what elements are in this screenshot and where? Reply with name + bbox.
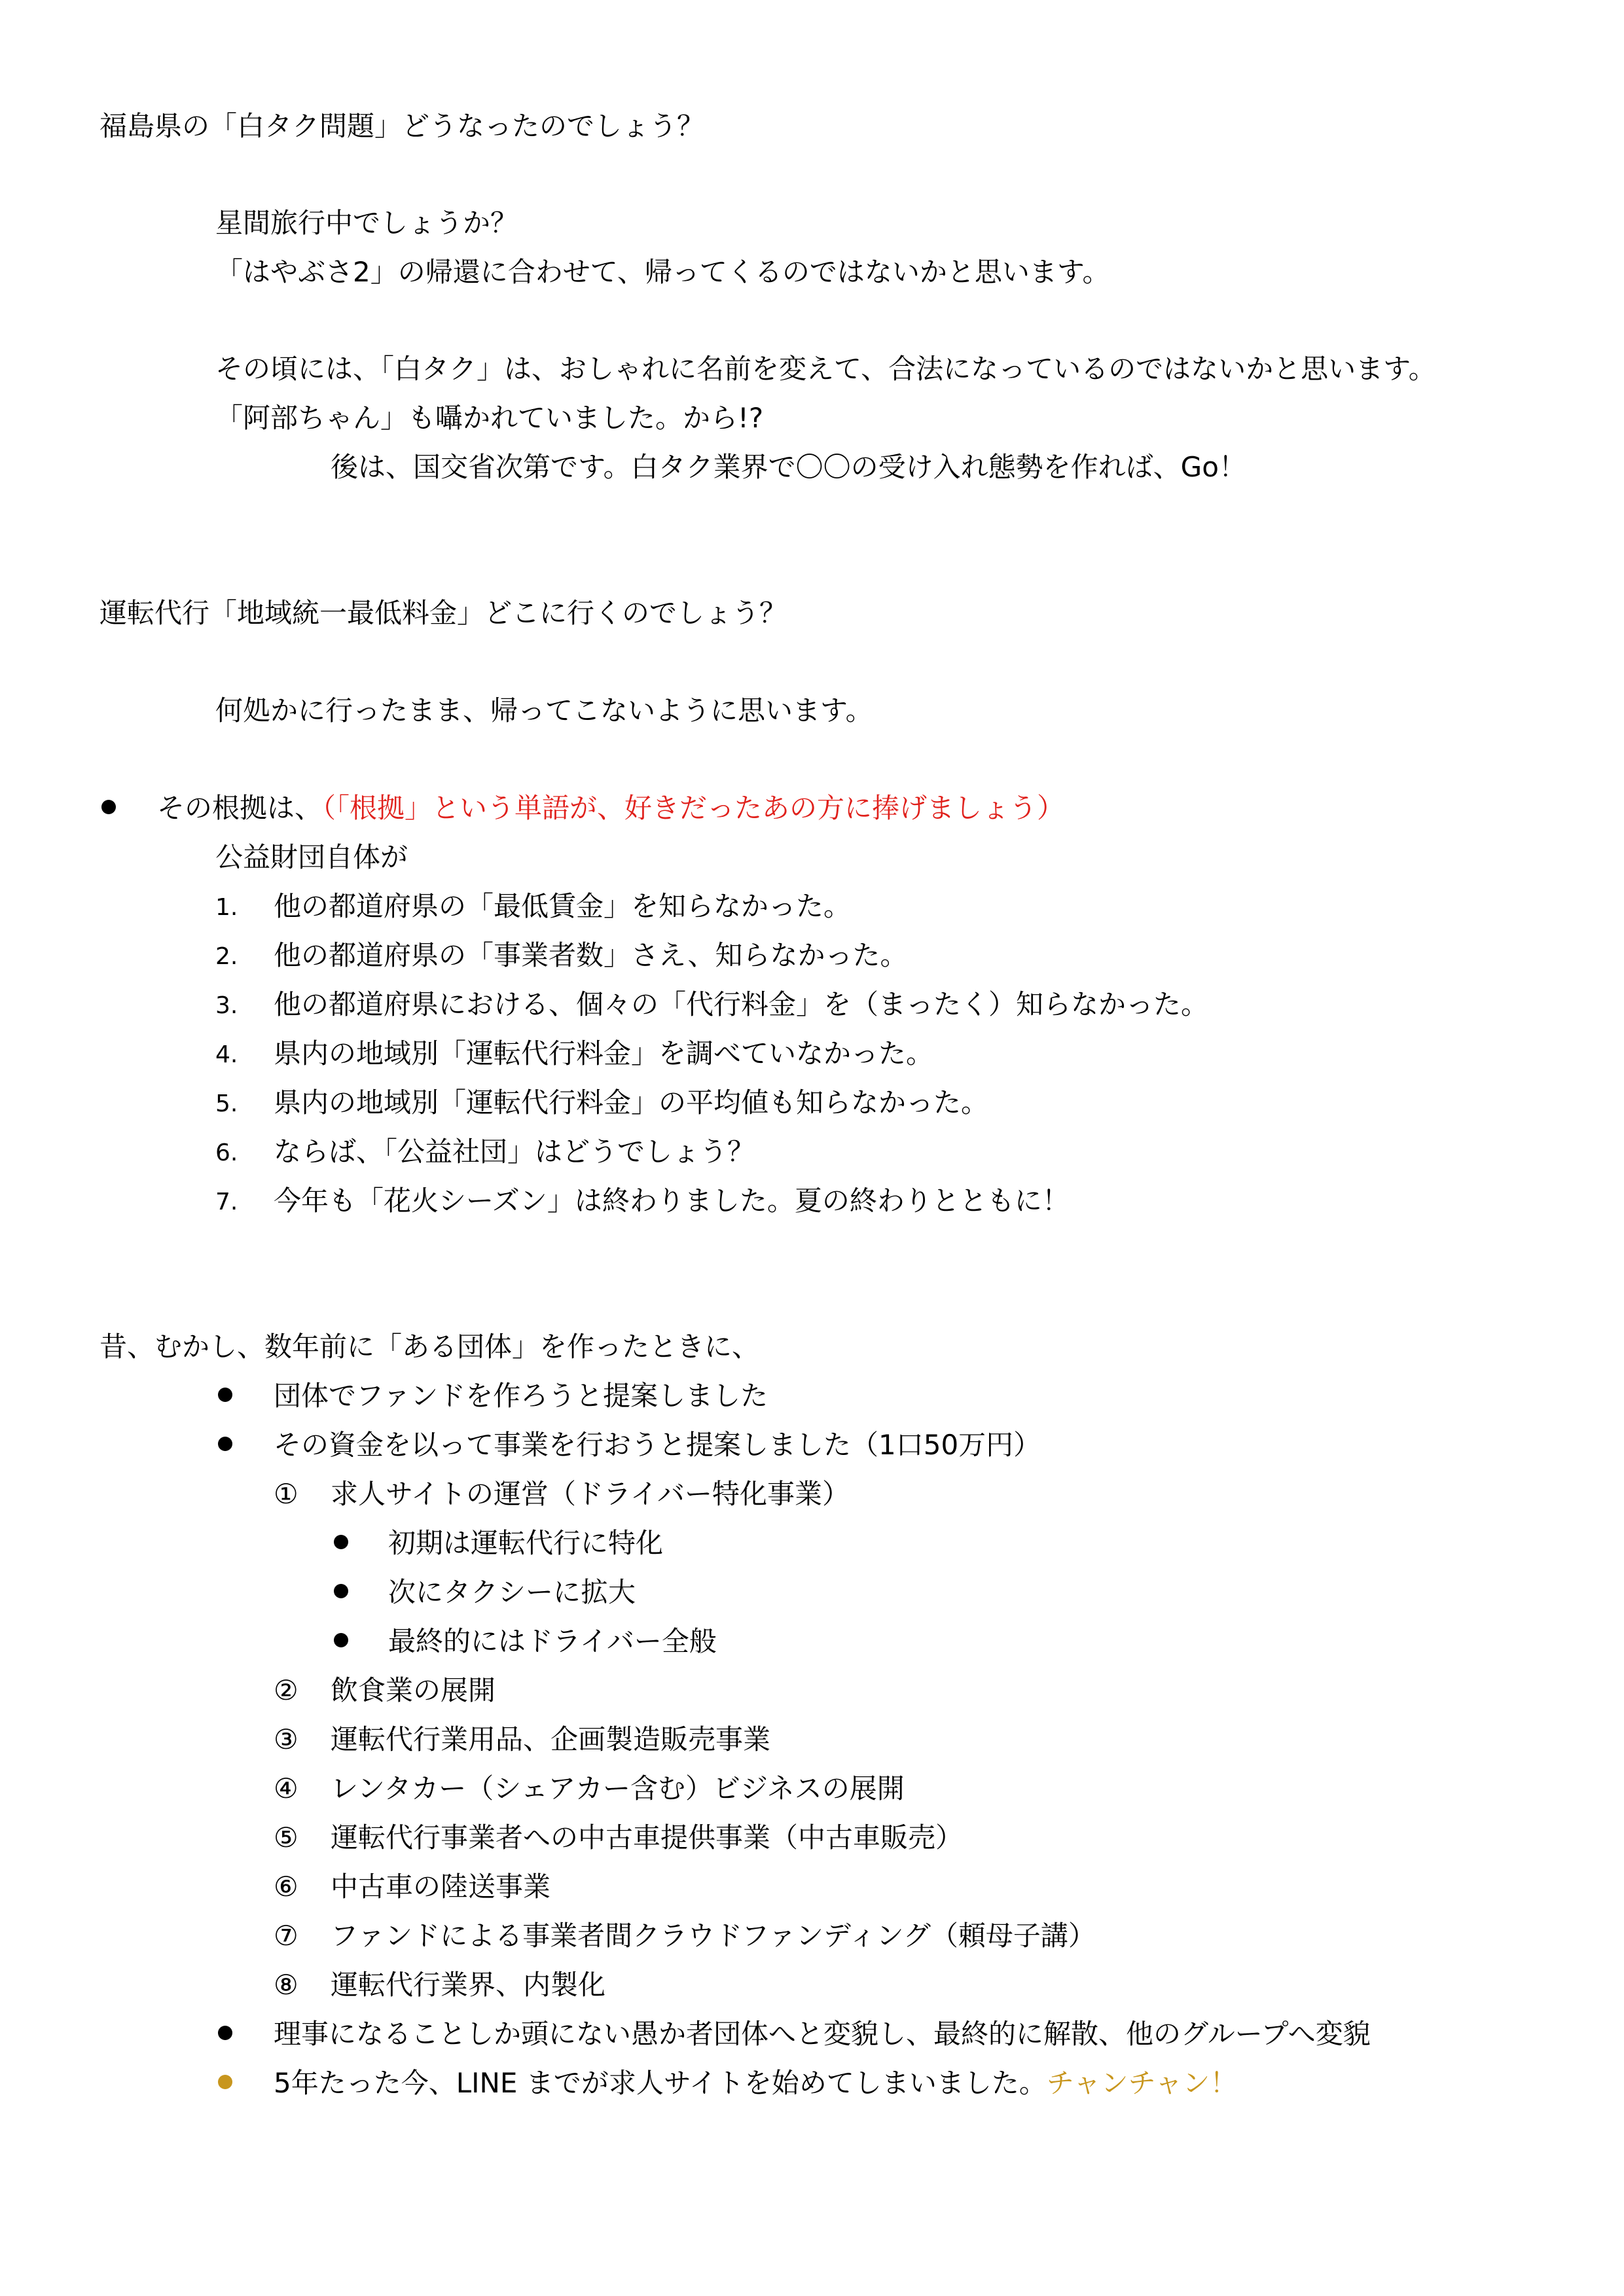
chanchan-text: チャンチャン！: [1046, 2067, 1238, 2099]
sub-bullet-item: 最終的にはドライバー全般: [388, 1625, 717, 1657]
list-item: 県内の地域別「運転代行料金」を調べていなかった。: [274, 1037, 934, 1069]
section1-paragraph-5: 後は、国交省次第です。白タク業界で〇〇の受け入れ態勢を作れば、Go！: [331, 451, 1246, 483]
bullet-icon: [218, 2026, 232, 2040]
circled-item: ファンドによる事業者間クラウドファンディング（頼母子講）: [331, 1920, 1096, 1952]
circled-item: 運転代行業用品、企画製造販売事業: [331, 1723, 771, 1755]
section1-paragraph-2: 「はやぶさ2」の帰還に合わせて、帰ってくるのではないかと思います。: [215, 256, 1110, 288]
circled-number: ①: [274, 1478, 298, 1510]
bullet-icon: [334, 1584, 348, 1598]
basis-sub-intro: 公益財団自体が: [215, 841, 408, 873]
circled-item: 運転代行業界、内製化: [331, 1969, 606, 2001]
circled-number: ②: [274, 1674, 298, 1706]
bullet-icon: [334, 1633, 348, 1647]
fund-bullet: 団体でファンドを作ろうと提案しました: [274, 1380, 768, 1412]
basis-bullet-text: [157, 792, 1065, 824]
capital-bullet: その資金を以って事業を行おうと提案しました（1口50万円）: [274, 1429, 1041, 1461]
circled-number: ⑧: [274, 1969, 298, 2001]
circled-number: ⑦: [274, 1920, 298, 1952]
list-item-number: 6.: [215, 1139, 238, 1166]
bullet-icon: [101, 800, 116, 814]
list-item-number: 1.: [215, 894, 238, 921]
circled-number: ⑤: [274, 1821, 298, 1854]
line-bullet: [274, 2067, 1238, 2099]
list-item-number: 4.: [215, 1041, 238, 1068]
circled-item: 飲食業の展開: [331, 1674, 496, 1706]
circled-number: ⑥: [274, 1871, 298, 1903]
bullet-icon: [334, 1535, 348, 1549]
section2-paragraph-1: 何処かに行ったまま、帰ってこないように思います。: [215, 694, 873, 726]
circled-item: 運転代行事業者への中古車提供事業（中古車販売）: [331, 1821, 964, 1854]
board-bullet: 理事になることしか頭にない愚か者団体へと変貌し、最終的に解散、他のグループへ変貌: [274, 2018, 1371, 2050]
list-item: ならば、「公益社団」はどうでしょう？: [274, 1136, 755, 1168]
section2-heading: 運転代行「地域統一最低料金」どこに行くのでしょう？: [99, 597, 787, 629]
list-item: 他の都道府県の「事業者数」さえ、知らなかった。: [274, 939, 908, 971]
list-item: 他の都道府県の「最低賃金」を知らなかった。: [274, 890, 852, 922]
circled-item: レンタカー（シェアカー含む）ビジネスの展開: [331, 1772, 905, 1804]
circled-item: 求人サイトの運営（ドライバー特化事業）: [331, 1478, 850, 1510]
list-item-number: 3.: [215, 992, 238, 1019]
list-item-number: 7.: [215, 1189, 238, 1215]
section1-paragraph-4: 「阿部ちゃん」も囁かれていました。から!?: [215, 402, 764, 434]
section1-heading: 福島県の「白タク問題」どうなったのでしょう？: [99, 110, 705, 142]
list-item: 県内の地域別「運転代行料金」の平均値も知らなかった。: [274, 1086, 989, 1119]
list-item: 他の都道府県における、個々の「代行料金」を（まったく）知らなかった。: [274, 988, 1209, 1020]
list-item: 今年も「花火シーズン」は終わりました。夏の終わりとともに！: [274, 1185, 1070, 1217]
bullet-icon: [218, 2075, 232, 2089]
line-bullet-text: 5年たった今、LINE までが求人サイトを始めてしまいました。: [274, 2067, 1047, 2099]
list-item-number: 5.: [215, 1090, 238, 1117]
bullet-icon: [218, 1437, 232, 1451]
basis-prefix: その根拠は、: [157, 792, 323, 824]
circled-number: ④: [274, 1772, 298, 1804]
circled-number: ③: [274, 1723, 298, 1755]
sub-bullet-item: 次にタクシーに拡大: [388, 1576, 636, 1608]
section1-paragraph-1: 星間旅行中でしょうか？: [215, 207, 518, 239]
basis-note: （「根拠」という単語が、好きだったあの方に捧げましょう）: [322, 792, 1065, 824]
section1-paragraph-3: その頃には、「白タク」は、おしゃれに名前を変えて、合法になっているのではないかと思います。: [215, 353, 1436, 385]
circled-item: 中古車の陸送事業: [331, 1871, 551, 1903]
list-item-number: 2.: [215, 943, 238, 970]
sub-bullet-item: 初期は運転代行に特化: [388, 1527, 664, 1559]
bullet-icon: [218, 1388, 232, 1402]
section3-heading: 昔、むかし、数年前に「ある団体」を作ったときに、: [99, 1331, 760, 1363]
